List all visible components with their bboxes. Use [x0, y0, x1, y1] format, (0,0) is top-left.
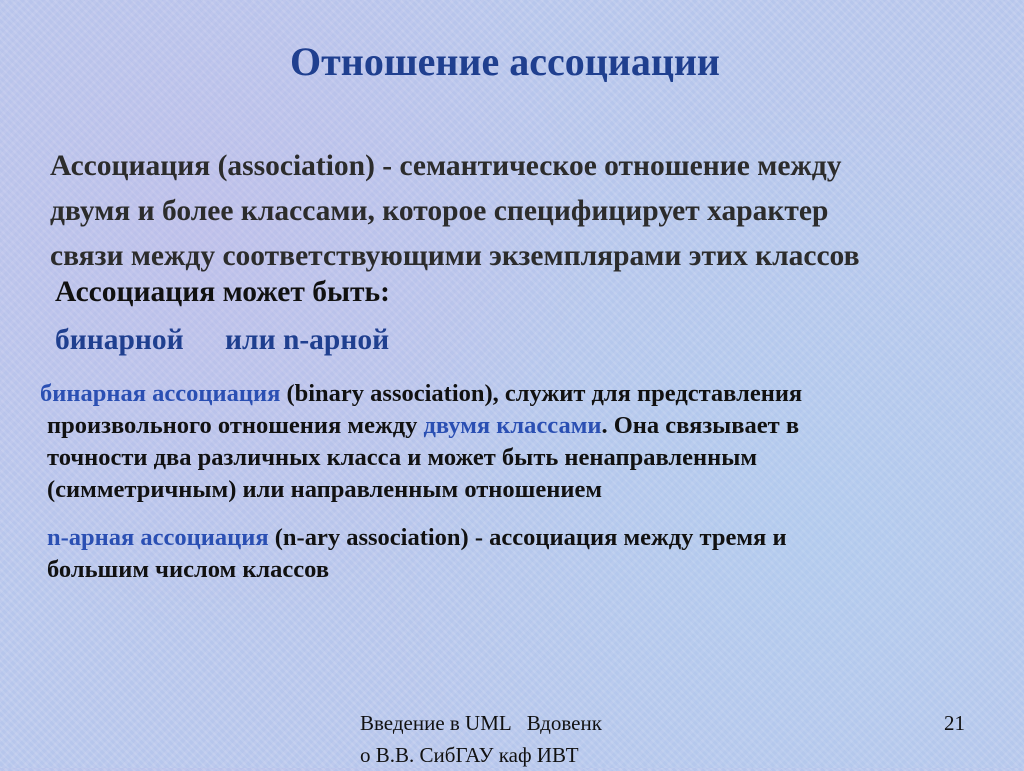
may-be-heading: Ассоциация может быть: — [55, 276, 390, 308]
binary-line2-end: . Она связывает в — [601, 412, 800, 439]
nary-association-paragraph — [47, 522, 987, 586]
page-number: 21 — [944, 711, 965, 735]
association-kinds — [55, 324, 389, 357]
binary-line: точности два различных класса и может быть ненаправленным — [47, 444, 758, 471]
definition-line: связи между соответствующими экземплярами этих классов — [50, 240, 860, 272]
binary-line — [47, 410, 987, 442]
footer-line: Введение в UML Вдовенк — [360, 711, 602, 735]
binary-line: (симметричным) или направленным отношением — [47, 476, 603, 503]
binary-line — [40, 378, 987, 410]
binary-line1-rest: (binary association), служит для представления — [280, 380, 803, 407]
nary-line: большим числом классов — [47, 556, 330, 583]
nary-line — [47, 522, 987, 554]
nary-term: n-арная ассоциация — [47, 524, 269, 551]
definition-paragraph — [50, 144, 1000, 279]
footer-line: о В.В. СибГАУ каф ИВТ — [360, 743, 579, 767]
kind-or: или — [225, 324, 276, 356]
footer-text — [360, 707, 602, 771]
binary-line2-start: произвольного отношения между — [47, 412, 424, 439]
binary-association-paragraph — [40, 378, 987, 506]
kind-nary: n-арной — [282, 324, 390, 356]
binary-line2-highlight: двумя классами — [423, 412, 602, 439]
nary-line1-rest: (n-ary association) - ассоциация между тремя и — [268, 524, 787, 551]
slide-title: Отношение ассоциации — [290, 39, 720, 84]
definition-line: двумя и более классами, которое специфицирует характер — [50, 195, 829, 227]
binary-term: бинарная ассоциация — [40, 380, 281, 407]
definition-line: Ассоциация (association) - семантическое отношение между — [50, 150, 842, 182]
kind-binary: бинарной — [55, 324, 184, 356]
